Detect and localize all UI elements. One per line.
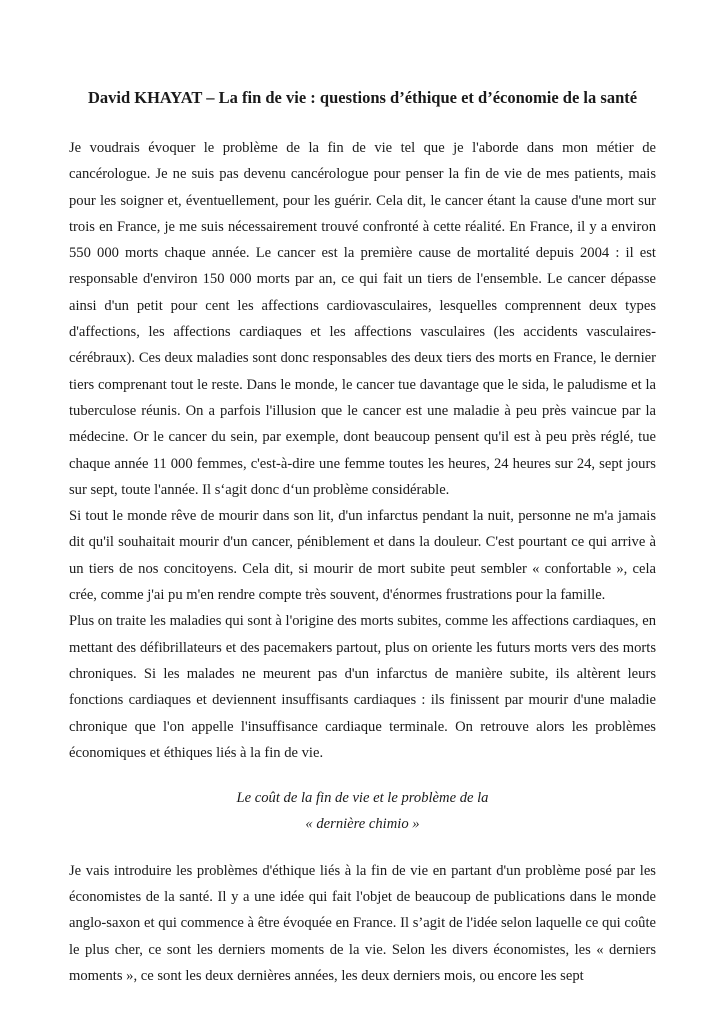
paragraph-intro: Je voudrais évoquer le problème de la fin de vie tel que je l'aborde dans mon métier de cancérologue. Je ne suis pas devenu cancérologue pour penser la fin de vie de mes patients, mais pour les soigner et, éventuellement, pour les guérir. Cela dit, le cancer étant la cause d'une mort sur trois en France, je me suis nécessairement trouvé confronté à cette réalité. En France, il y a environ 550 000 morts chaque année. Le cancer est la première cause de mortalité depuis 2004 : il est responsable d'environ 150 000 morts par an, ce qui fait un tiers de l'ensemble. Le cancer dépasse ainsi d'un petit pour cent les affections cardiovasculaires, lesquelles comprennent deux types d'affections, les affections cardiaques et les affections vasculaires (les accidents vasculaires-cérébraux). Ces deux maladies sont donc responsables des deux tiers des morts en France, le dernier tiers comprenant tout le reste. Dans le monde, le cancer tue davantage que le sida, le paludisme et la tuberculose réunis. On a parfois l'illusion que le cancer est une maladie à peu près vaincue par la médecine. Or le cancer du sein, par exemple, dont beaucoup pensent qu'il est à peu près réglé, tue chaque année 11 000 femmes, c'est-à-dire une femme toutes les heures, 24 heures sur 24, sept jours sur sept, toute l'année. Il s‘agit donc d‘un problème considérable. bbox=[69, 140, 656, 498]
document-page bbox=[69, 88, 656, 989]
paragraph-morts-chroniques: Plus on traite les maladies qui sont à l'origine des morts subites, comme les affections cardiaques, en mettant des défibrillateurs et des pacemakers partout, plus on oriente les futurs morts vers des morts chroniques. Si les malades ne meurent pas d'un infarctus de manière subite, ils altèrent leurs fonctions cardiaques et deviennent insuffisants cardiaques : ils finissent par mourir d'une maladie chronique que l'on appelle l'insuffisance cardiaque terminale. On retrouve alors les problèmes économiques et éthiques liés à la fin de vie. bbox=[69, 613, 656, 761]
section-heading-line-2: « dernière chimio » bbox=[305, 816, 420, 833]
document-title: David KHAYAT – La fin de vie : questions d’éthique et d’économie de la santé bbox=[87, 88, 638, 107]
section-heading-line-1: Le coût de la fin de vie et le problème de la bbox=[236, 790, 489, 807]
paragraph-mort-subite: Si tout le monde rêve de mourir dans son lit, d'un infarctus pendant la nuit, personne ne m'a jamais dit qu'il souhaitait mourir d'un cancer, péniblement et dans la douleur. C'est pourtant ce qui arrive à un tiers de nos concitoyens. Cela dit, si mourir de mort subite peut sembler « confortable », cela crée, comme j'ai pu m'en rendre compte très souvent, d'énormes frustrations pour la famille. bbox=[69, 508, 656, 604]
paragraph-section-intro: Je vais introduire les problèmes d'éthique liés à la fin de vie en partant d'un problème posé par les économistes de la santé. Il y a une idée qui fait l'objet de beaucoup de publications dans le monde anglo-saxon et qui commence à être évoquée en France. Il s’agit de l'idée selon laquelle ce qui coûte le plus cher, ce sont les derniers moments de la vie. Selon les divers économistes, les « derniers moments », ce sont les deux dernières années, les deux derniers mois, ou encore les sept bbox=[69, 862, 656, 984]
section-heading bbox=[69, 785, 656, 838]
